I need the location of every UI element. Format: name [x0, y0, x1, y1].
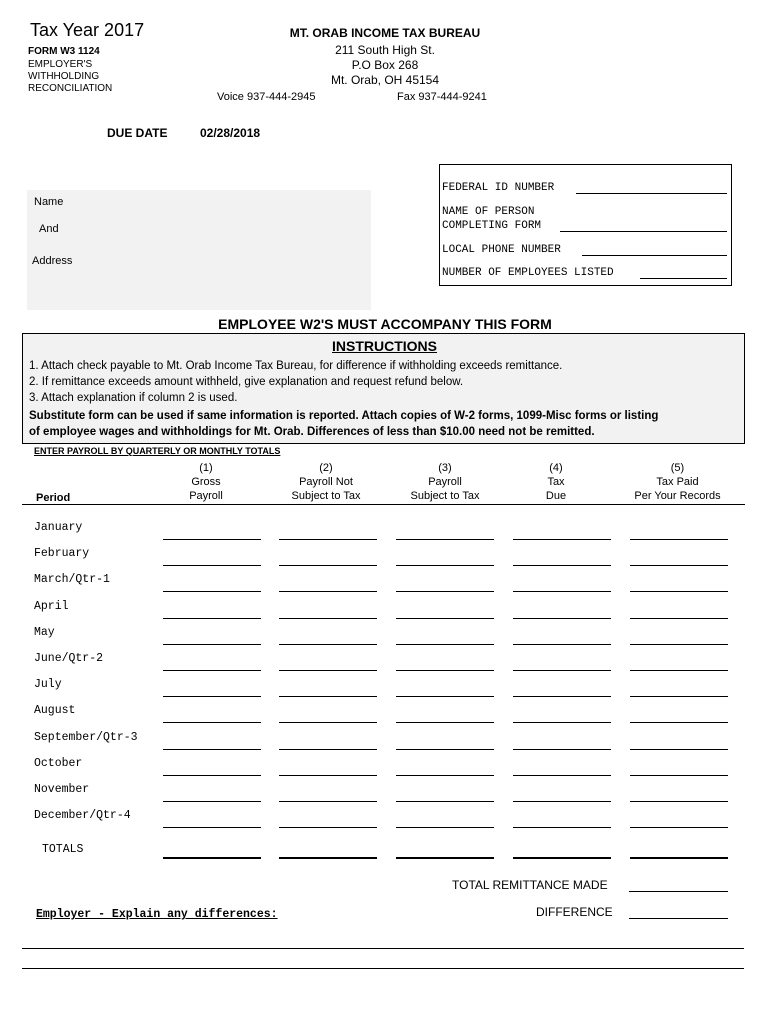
row-field-col-1[interactable] [163, 618, 261, 619]
month-label: July [34, 678, 62, 692]
column-1-line1: Gross [191, 476, 221, 488]
row-field-col-4[interactable] [513, 722, 611, 723]
column-5-number: (5) [670, 462, 685, 474]
row-field-col-4[interactable] [513, 644, 611, 645]
row-field-col-2[interactable] [279, 644, 377, 645]
column-4-line1: Tax [547, 476, 565, 488]
row-field-col-1[interactable] [163, 801, 261, 802]
row-field-col-5[interactable] [630, 775, 728, 776]
local-phone-label: LOCAL PHONE NUMBER [442, 244, 561, 256]
due-date-value: 02/28/2018 [200, 126, 261, 140]
bureau-city: Mt. Orab, OH 45154 [330, 73, 440, 87]
month-label: August [34, 704, 76, 718]
row-field-col-3[interactable] [396, 696, 494, 697]
table-header-rule [22, 504, 745, 505]
difference-label: DIFFERENCE [536, 905, 613, 919]
row-field-col-4[interactable] [513, 696, 611, 697]
column-1-number: (1) [199, 462, 213, 474]
row-field-col-3[interactable] [396, 775, 494, 776]
row-field-col-2[interactable] [279, 539, 377, 540]
row-field-col-3[interactable] [396, 827, 494, 828]
row-field-col-1[interactable] [163, 565, 261, 566]
column-1-line2: Payroll [189, 490, 223, 502]
instructions-box [22, 333, 745, 444]
totals-field-col-5[interactable] [630, 857, 728, 859]
row-field-col-2[interactable] [279, 696, 377, 697]
employer-explain-label: Employer - Explain any differences: [36, 908, 278, 921]
row-field-col-1[interactable] [163, 775, 261, 776]
row-field-col-2[interactable] [279, 565, 377, 566]
bureau-fax: Fax 937-444-9241 [397, 91, 487, 103]
column-2-number: (2) [319, 462, 333, 474]
row-field-col-4[interactable] [513, 539, 611, 540]
totals-field-col-4[interactable] [513, 857, 611, 859]
row-field-col-2[interactable] [279, 801, 377, 802]
instruction-3: 3. Attach explanation if column 2 is used. [29, 392, 238, 404]
row-field-col-1[interactable] [163, 670, 261, 671]
row-field-col-2[interactable] [279, 722, 377, 723]
row-field-col-5[interactable] [630, 644, 728, 645]
row-field-col-1[interactable] [163, 539, 261, 540]
form-id: FORM W3 1124 [28, 46, 100, 57]
row-field-col-5[interactable] [630, 827, 728, 828]
explanation-line-2[interactable] [22, 968, 744, 969]
month-label: September/Qtr-3 [34, 730, 138, 744]
total-remittance-label: TOTAL REMITTANCE MADE [452, 878, 608, 892]
month-label: February [34, 547, 90, 561]
month-label: December/Qtr-4 [34, 809, 131, 823]
row-field-col-1[interactable] [163, 591, 261, 592]
column-header-5 [620, 461, 735, 503]
name-address-box[interactable] [27, 190, 371, 310]
bureau-address-block [220, 26, 550, 88]
name-of-person-label-2: COMPLETING FORM [442, 220, 542, 232]
column-5-line2: Per Your Records [634, 490, 721, 502]
row-field-col-4[interactable] [513, 775, 611, 776]
month-label: March/Qtr-1 [34, 573, 110, 587]
bureau-voice-phone: Voice 937-444-2945 [217, 91, 316, 103]
period-column-header: Period [36, 492, 71, 504]
column-header-2 [276, 461, 376, 503]
row-field-col-4[interactable] [513, 801, 611, 802]
row-field-col-2[interactable] [279, 749, 377, 750]
row-field-col-3[interactable] [396, 644, 494, 645]
row-field-col-5[interactable] [630, 801, 728, 802]
month-label: November [34, 783, 90, 796]
num-employees-label: NUMBER OF EMPLOYEES LISTED [442, 267, 614, 279]
enter-payroll-label: ENTER PAYROLL BY QUARTERLY OR MONTHLY TOTALS [34, 446, 281, 456]
row-field-col-2[interactable] [279, 618, 377, 619]
bureau-name: MT. ORAB INCOME TAX BUREAU [289, 26, 481, 40]
row-field-col-4[interactable] [513, 591, 611, 592]
row-field-col-5[interactable] [630, 696, 728, 697]
form-desc-2: WITHHOLDING [28, 71, 100, 82]
address-label: Address [32, 255, 73, 267]
row-field-col-3[interactable] [396, 749, 494, 750]
num-employees-field[interactable] [640, 278, 727, 279]
column-3-line1: Payroll [428, 476, 462, 488]
column-3-number: (3) [438, 462, 452, 474]
row-field-col-4[interactable] [513, 670, 611, 671]
difference-field[interactable] [629, 918, 728, 919]
totals-field-col-2[interactable] [279, 857, 377, 859]
column-3-line2: Subject to Tax [410, 490, 480, 502]
form-desc-3: RECONCILIATION [28, 83, 113, 94]
column-5-line1: Tax Paid [656, 476, 699, 488]
name-of-person-field[interactable] [560, 231, 727, 232]
row-field-col-2[interactable] [279, 670, 377, 671]
federal-id-field[interactable] [576, 193, 727, 194]
column-header-1 [160, 461, 252, 503]
instructions-title: INSTRUCTIONS [332, 338, 437, 354]
total-remittance-field[interactable] [629, 891, 728, 892]
federal-id-label: FEDERAL ID NUMBER [442, 182, 555, 194]
instruction-substitute-1: Substitute form can be used if same information is reported. Attach copies of W-2 forms, 1099-Misc forms or listing [29, 410, 659, 422]
bureau-street: 211 South High St. [335, 43, 435, 57]
row-field-col-2[interactable] [279, 775, 377, 776]
row-field-col-1[interactable] [163, 644, 261, 645]
row-field-col-3[interactable] [396, 618, 494, 619]
employer-info-box [439, 164, 732, 286]
instruction-2: 2. If remittance exceeds amount withheld, give explanation and request refund below. [29, 376, 464, 388]
name-label: Name [34, 196, 64, 208]
and-label: And [39, 223, 59, 235]
row-field-col-4[interactable] [513, 827, 611, 828]
column-4-line2: Due [545, 490, 567, 502]
instruction-substitute-2: of employee wages and withholdings for Mt. Orab. Differences of less than $10.00 need not be remitted. [29, 426, 595, 438]
row-field-col-5[interactable] [630, 565, 728, 566]
totals-field-col-3[interactable] [396, 857, 494, 859]
instruction-1: 1. Attach check payable to Mt. Orab Income Tax Bureau, for difference if withholding exceeds remittance. [29, 360, 563, 372]
w2-notice: EMPLOYEE W2'S MUST ACCOMPANY THIS FORM [218, 316, 552, 332]
month-label: June/Qtr-2 [34, 652, 104, 665]
tax-year-title: Tax Year 2017 [30, 20, 145, 40]
name-of-person-label-1: NAME OF PERSON [442, 206, 535, 218]
bureau-pobox: P.O Box 268 [351, 58, 419, 72]
row-field-col-3[interactable] [396, 801, 494, 802]
column-2-line2: Subject to Tax [291, 490, 361, 502]
column-header-3 [395, 461, 495, 503]
explanation-line-1[interactable] [22, 948, 744, 949]
totals-label: TOTALS [42, 843, 84, 856]
row-field-col-2[interactable] [279, 827, 377, 828]
column-header-4 [515, 461, 597, 503]
row-field-col-1[interactable] [163, 749, 261, 750]
row-field-col-3[interactable] [396, 539, 494, 540]
row-field-col-1[interactable] [163, 827, 261, 828]
row-field-col-1[interactable] [163, 696, 261, 697]
month-label: May [34, 625, 55, 639]
row-field-col-4[interactable] [513, 618, 611, 619]
row-field-col-3[interactable] [396, 565, 494, 566]
row-field-col-5[interactable] [630, 722, 728, 723]
row-field-col-5[interactable] [630, 670, 728, 671]
form-desc-1: EMPLOYER'S [28, 59, 93, 70]
row-field-col-5[interactable] [630, 591, 728, 592]
row-field-col-5[interactable] [630, 618, 728, 619]
row-field-col-5[interactable] [630, 539, 728, 540]
row-field-col-4[interactable] [513, 749, 611, 750]
row-field-col-4[interactable] [513, 565, 611, 566]
local-phone-field[interactable] [582, 255, 727, 256]
month-label: April [34, 599, 69, 613]
column-2-line1: Payroll Not [299, 476, 353, 488]
row-field-col-3[interactable] [396, 591, 494, 592]
totals-field-col-1[interactable] [163, 857, 261, 859]
column-4-number: (4) [549, 462, 563, 474]
row-field-col-5[interactable] [630, 749, 728, 750]
row-field-col-2[interactable] [279, 591, 377, 592]
row-field-col-1[interactable] [163, 722, 261, 723]
due-date-label: DUE DATE [107, 126, 168, 140]
row-field-col-3[interactable] [396, 722, 494, 723]
row-field-col-3[interactable] [396, 670, 494, 671]
month-label: October [34, 756, 83, 770]
month-label: January [34, 521, 83, 534]
